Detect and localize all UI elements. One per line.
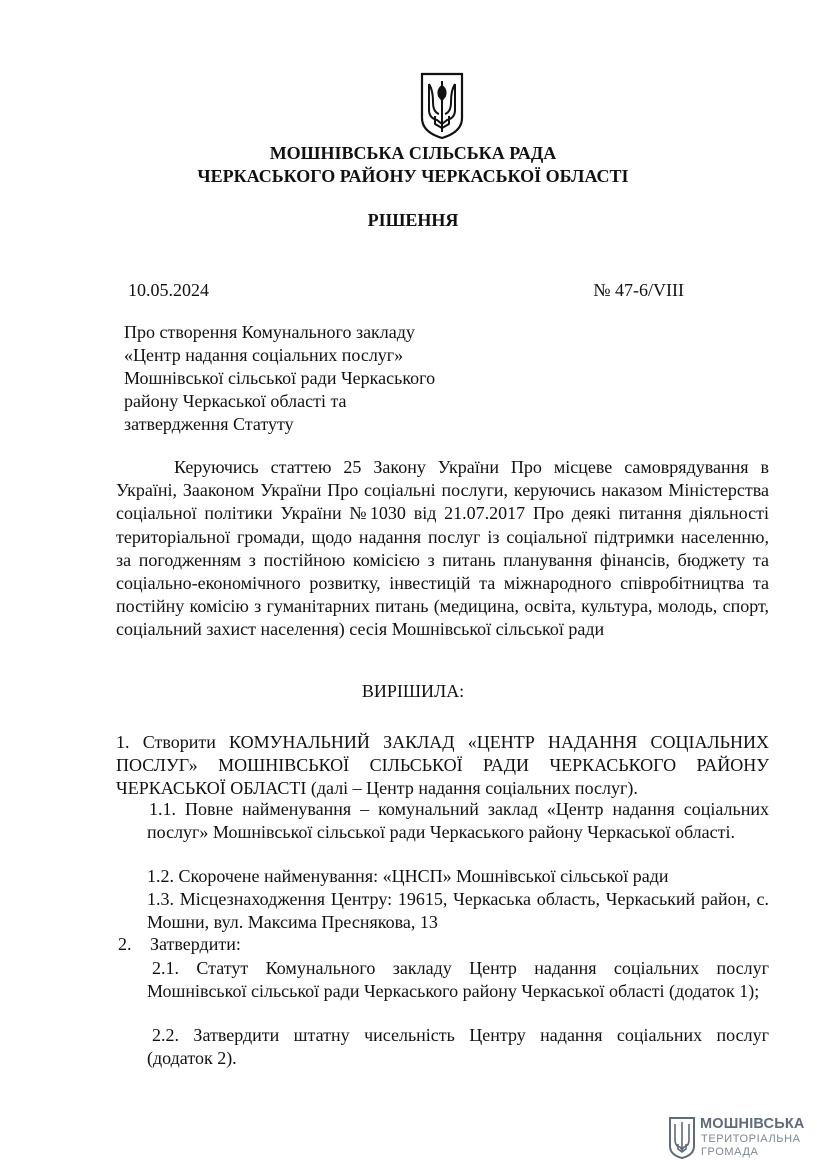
organization-name: МОШНІВСЬКА СІЛЬСЬКА РАДА (269, 143, 557, 163)
organization-district: ЧЕРКАСЬКОГО РАЙОНУ ЧЕРКАСЬКОЇ ОБЛАСТІ (197, 166, 629, 186)
trident-icon (668, 1116, 696, 1160)
item-2-number: 2. (118, 934, 132, 954)
document-subject: Про створення Комунального закладу «Центр надання соціальних послуг» Мошнівської сільської ради Черкаського району Черкаської області та затвердження Статуту (124, 322, 436, 434)
item-1-1: 1.1. Повне найменування – комунальний заклад «Центр надання соціальних послуг» Мошнівської сільської ради Черкаського району Черкаської області. (147, 799, 769, 842)
item-2 (118, 934, 241, 955)
community-watermark (668, 1116, 808, 1162)
item-1-2: 1.2. Скорочене найменування: «ЦНСП» Мошнівської сільської ради (147, 866, 669, 886)
item-1: 1. Створити КОМУНАЛЬНИЙ ЗАКЛАД «ЦЕНТР НАДАННЯ СОЦІАЛЬНИХ ПОСЛУГ» МОШНІВСЬКОЇ СІЛЬСЬКОЇ РАДИ ЧЕРКАСЬКОГО РАЙОНУ ЧЕРКАСЬКОЇ ОБЛАСТІ (далі – Центр надання соціальних послуг). (116, 732, 769, 798)
document-type: РІШЕННЯ (367, 210, 459, 230)
document-date: 10.05.2024 (128, 280, 209, 300)
item-1-3: 1.3. Місцезнаходження Центру: 19615, Черкаська область, Черкаський район, с. Мошни, вул. Максима Преснякова, 13 (147, 889, 769, 932)
preamble-paragraph: Керуючись статтею 25 Закону України Про місцеве самоврядування в Україні, Зааконом України Про соціальні послуги, керуючись наказом Міністерства соціальної політики України №1030 від 21.07.2017 Про деякі питання діяльності територіальної громади, щодо надання послуг із соціальної підтримки населенню, за погодженням з постійною комісією з питань планування фінансів, бюджету та соціально-економічного розвитку, інвестицій та міжнародного співробітництва та постійну комісію з гуманітарних питань (медицина, освіта, культура, молодь, спорт, соціальний захист населення) сесія Мошнівської сільської ради (116, 457, 769, 640)
item-2-text: Затвердити: (150, 934, 241, 954)
item-2-1: 2.1. Статут Комунального закладу Центр надання соціальних послуг Мошнівської сільської ради Черкаського району Черкаської області (додаток 1); (147, 958, 769, 1001)
watermark-title: МОШНІВСЬКА (700, 1116, 805, 1132)
document-number: № 47-6/VIII (593, 280, 684, 300)
resolved-heading: ВИРІШИЛА: (361, 681, 465, 701)
trident-coat-of-arms-icon (419, 72, 465, 140)
item-2-2: 2.2. Затвердити штатну чисельність Центру надання соціальних послуг (додаток 2). (147, 1025, 769, 1068)
watermark-subtitle: ТЕРИТОРІАЛЬНА (701, 1133, 801, 1145)
watermark-subtitle-2: ГРОМАДА (701, 1146, 759, 1158)
